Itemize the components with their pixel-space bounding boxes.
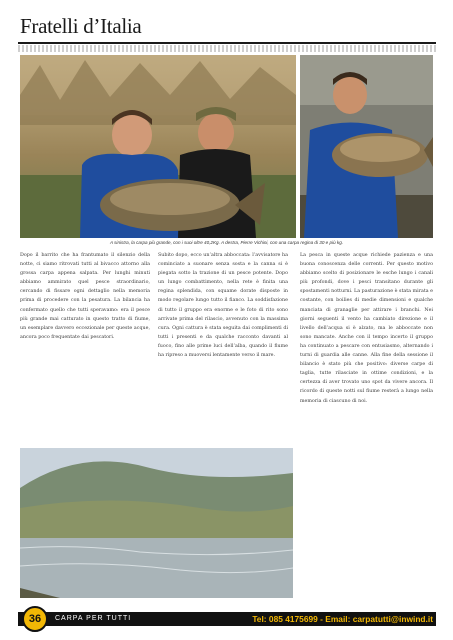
article-column-1: Dopo il barrito che ha frantumato il silenzio della notte, ci siamo ritrovati tutti al bivacco attorno alla grossa carpa appena salpata. Per lunghi minuti abbiamo ammirato quel pesce straordinario, cercando di fissare ogni dettaglio nella memoria prima di procedere con la pesatura. La bilancia ha confermato quello che tutti speravamo: era il pesce più grande mai catturato in questo tratto di fiume, un esemplare davvero eccezionale per queste acque, ancora poco frequentate dai pescatori. bbox=[20, 253, 150, 340]
footer bbox=[0, 604, 453, 640]
article-column-2: Subito dopo, ecco un’altra abboccata: l’avvisatore ha cominciato a suonare senza sosta e la canna si è piegata sotto la trazione di un pesce potente. Dopo un lungo combattimento, nella rete è finita una regina splendida, con squame dorate disposte in modo regolare lungo tutto il fianco. La soddisfazione di tutto il gruppo era enorme e le foto di rito sono arrivate prima del rilascio, avvenuto con la massima cura. Ogni cattura è stata seguita dai complimenti di tutti i presenti e da qualche racconto davanti al fuoco, fino alle prime luci dell’alba, quando il fiume ha ripreso a muoversi lentamente verso il mare. bbox=[158, 253, 288, 359]
header-rule bbox=[18, 42, 436, 44]
page-title: Fratelli d’Italia bbox=[20, 14, 142, 38]
magazine-name: CARPA PER TUTTI bbox=[55, 615, 132, 622]
header-strip bbox=[18, 45, 436, 52]
page-number: 36 bbox=[22, 606, 48, 632]
photo-river-landscape bbox=[20, 448, 293, 598]
photo-angler-with-regina bbox=[300, 55, 433, 238]
photo-anglers-with-carp bbox=[20, 55, 296, 238]
contact-info: Tel: 085 4175699 - Email: carpatutti@inwind.it bbox=[252, 614, 433, 624]
article-column-3: La pesca in queste acque richiede pazienza e una buona conoscenza delle correnti. Per questo motivo abbiamo scelto di posizionare le esche lungo i canali più profondi, dove i pesci transitano durante gli spostamenti notturni. La pasturazione è stata mirata e costante, con boilies di medie dimensioni e qualche manciata di granaglie per attirare i branchi. Nei giorni seguenti il vento ha cambiato direzione e il livello dell’acqua si è alzato, ma le abboccate non sono mancate. Anche con il tempo incerto il gruppo ha continuato a pescare con entusiasmo, alternando i turni di guardia alle canne. Alla fine della sessione il bilancio è stato più che positivo: diverse carpe di taglia, tutte rilasciate in ottime condizioni, e la certezza di aver trovato uno spot da vivere ancora. Il ricordo di queste notti sul fiume resterà a lungo nella memoria di ciascuno di noi. bbox=[300, 253, 433, 404]
photo-caption: A sinistra, la carpa più grande, con i suoi oltre 40,2Kg. A destra, Pierre Vichini, con una carpa regina di 30 e più kg. bbox=[109, 240, 344, 245]
